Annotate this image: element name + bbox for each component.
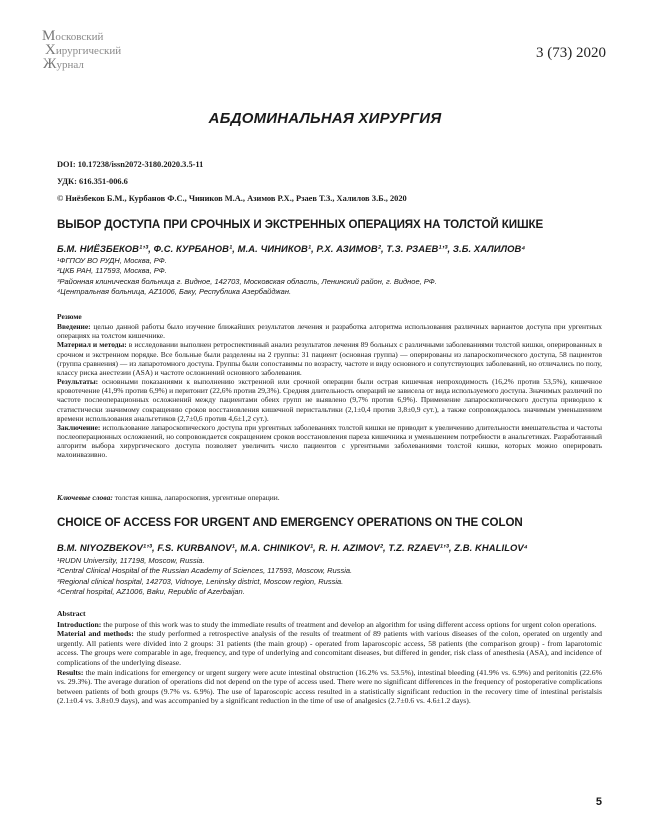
affiliation-ru-4: ⁴Центральная больница, AZ1006, Баку, Республика Азербайджан.: [57, 287, 292, 297]
logo-cap-1: М: [42, 28, 56, 44]
abstract-en-methods-label: Material and methods:: [57, 629, 134, 639]
abstract-en-results: [57, 668, 602, 706]
logo-cap-3: Ж: [43, 56, 57, 72]
logo-line-2: [42, 44, 152, 58]
abstract-ru-methods-label: Материал и методы:: [57, 340, 127, 350]
logo-line-1: [42, 30, 152, 44]
page-number: 5: [595, 796, 602, 808]
logo-cap-2: Х: [45, 42, 56, 58]
abstract-en-intro-label: Introduction:: [57, 619, 102, 629]
abstract-ru-intro: [57, 322, 602, 340]
affiliation-en-4: ⁴Central hospital, AZ1006, Baku, Republic of Azerbaijan.: [57, 587, 245, 597]
logo-rest-3: урнал: [56, 59, 84, 71]
journal-logo: [42, 30, 152, 74]
affiliations-en: [57, 556, 602, 598]
affiliation-ru-3: ³Районная клиническая больница г. Видное, 142703, Московская область, Ленинский район, г. Видное, РФ.: [57, 276, 437, 286]
logo-rest-2: ирургический: [55, 45, 122, 57]
abstract-ru-methods: [57, 340, 602, 377]
keywords-text-ru: толстая кишка, лапароскопия, ургентные операции.: [112, 493, 280, 502]
logo-line-3: [42, 58, 152, 72]
abstract-ru-methods-text: в исследовании выполнен ретроспективный анализ результатов лечения 89 больных с различными заболеваниями толстой кишки, оперированных в срочном и экстренном порядке. Все больные были разделены на 2 группы: 31 пациент (основная группа) — оперированы из лапароскопического доступа, 58 пациентов (группа сравнения) — из лапаротомного доступа. Группы были сопоставимы по возрасту, частоте и виду основного и сопутствующих заболеваний, но отличались по полу, классу риска анестезии (ASA) и частоте осложнений основного заболевания.: [57, 340, 602, 377]
issue-number: 3 (73) 2020: [536, 45, 606, 61]
affiliation-en-3: ³Regional clinical hospital, 142703, Vidnoye, Leninsky district, Moscow region, Russia.: [57, 576, 344, 586]
udk: УДК: 616.351-006.6: [57, 177, 128, 186]
copyright: © Ниёзбеков Б.М., Курбанов Ф.С., Чиников М.А., Азимов Р.Х., Рзаев Т.З., Халилов З.Б., 2020: [57, 194, 407, 203]
affiliations-ru: [57, 256, 602, 298]
abstract-heading-ru: Резюме: [57, 312, 82, 321]
article-title-ru: ВЫБОР ДОСТУПА ПРИ СРОЧНЫХ И ЭКСТРЕННЫХ ОПЕРАЦИЯХ НА ТОЛСТОЙ КИШКЕ: [57, 218, 544, 231]
logo-rest-1: осковский: [55, 31, 104, 43]
abstract-en-intro-text: the purpose of this work was to study the immediate results of treatment and develop an algorithm for using different access options for urgent colon operations.: [101, 619, 597, 629]
abstract-ru-results-label: Результаты:: [57, 377, 99, 387]
abstract-en-methods: [57, 629, 602, 667]
abstract-en: [57, 609, 602, 706]
article-title-en: CHOICE OF ACCESS FOR URGENT AND EMERGENCY OPERATIONS ON THE COLON: [57, 516, 523, 529]
keywords-ru: [57, 493, 602, 502]
abstract-ru-intro-text: целью данной работы было изучение ближайших результатов лечения и разработка алгоритма использования различных вариантов доступа при ургентных операциях на толстом кишечнике.: [57, 322, 602, 341]
abstract-ru-results-text: основными показаниями к выполнению экстренной или срочной операции были острая кишечная непроходимость (16,2% против 53,5%), кишечное кровотечение (41,9% против 6,9%) и перитонит (22,6% против 29,3%). Средняя длительность операций не зависела от вида используемого доступа. Значимых различий по частоте послеоперационных осложнений между пациентами обеих групп не выявлено (9,7% против 6,9%). Применение лапароскопического доступа приводило к статистически значимому сокращению сроков восстановления кишечной перистальтики (2,1±0,4 против 3,8±0,9 сут.), а также сопровождалось значимым уменьшением времени использования анальгетиков (2,7±0,6 против 4,6±1,2 сут.).: [57, 377, 602, 423]
abstract-en-intro: [57, 620, 602, 630]
authors-en: B.M. NIYOZBEKOV¹ʼ³, F.S. KURBANOV¹, M.A. CHINIKOV¹, R. H. AZIMOV², T.Z. RZAEV¹ʼ³, Z.B. KHALILOV⁴: [57, 542, 528, 553]
abstract-ru-conclusion: [57, 423, 602, 460]
affiliation-ru-2: ²ЦКБ РАН, 117593, Москва, РФ.: [57, 266, 167, 276]
abstract-ru-conclusion-label: Заключение:: [57, 422, 101, 432]
authors-ru: Б.М. НИЁЗБЕКОВ¹ʼ³, Ф.С. КУРБАНОВ¹, М.А. ЧИНИКОВ¹, Р.Х. АЗИМОВ², Т.З. РЗАЕВ¹ʼ³, З.Б. ХАЛИЛОВ⁴: [57, 243, 526, 254]
abstract-en-results-label: Results:: [57, 667, 84, 677]
section-title: АБДОМИНАЛЬНАЯ ХИРУРГИЯ: [208, 110, 442, 127]
affiliation-en-2: ²Central Clinical Hospital of the Russian Academy of Sciences, 117593, Moscow, Russia.: [57, 566, 353, 576]
abstract-en-results-text: the main indications for emergency or urgent surgery were acute intestinal obstruction (16.2% vs. 53.5%), intestinal bleeding (41.9% vs. 6.9%) and peritonitis (22.6% vs. 29.3%). The average duration of operations did not depend on the type of access used. There were no significant differences in the frequency of postoperative complications between patients of both groups (9.7% vs. 6.9%). The use of laparoscopic access resulted in a statistically significant reduction in the recovery time of intestinal peristalsis (2.1±0.4 vs. 3.8±0.9 days), and was accompanied by a significant reduction in the time of use of analgesics (2.7±0.6 vs. 4.6±1.2 days).: [57, 667, 602, 706]
abstract-heading-en: Abstract: [57, 609, 86, 618]
abstract-ru-conclusion-text: использование лапароскопического доступа при ургентных заболеваниях толстой кишки не приводит к увеличению длительности вмешательства и частоты послеоперационных осложнений, но сопровождается сокращением сроков восстановления пареза кишечника и уменьшением потребности в анальгетиках. Разработанный алгоритм выбора хирургического доступа позволяет увеличить число пациентов с ургентными заболеваниями толстой кишки, которых можно оперировать малоинвазивно.: [57, 422, 602, 460]
affiliation-en-1: ¹RUDN University, 117198, Moscow, Russia.: [57, 556, 205, 565]
abstract-en-methods-text: the study performed a retrospective analysis of the results of treatment of 89 patients with various diseases of the colon, operated on urgently and urgently. All patients were divided into 2 groups: 31 patients (the main group) - operated from laparoscopic access, 58 patients (the comparison group) - from laparotomic access. The groups were comparable in age, frequency, and type of underlying and concomitant diseases, but differed in gender, risk class of anesthesia (ASA), and incidence of complications of the underlying disease.: [57, 629, 602, 667]
keywords-label-ru: Ключевые слова:: [57, 493, 113, 502]
abstract-ru-results: [57, 377, 602, 423]
abstract-ru: [57, 312, 602, 460]
abstract-ru-intro-label: Введение:: [57, 322, 91, 332]
doi: DOI: 10.17238/issn2072-3180.2020.3.5-11: [57, 160, 204, 169]
affiliation-ru-1: ¹ФГПОУ ВО РУДН, Москва, РФ.: [57, 256, 167, 265]
